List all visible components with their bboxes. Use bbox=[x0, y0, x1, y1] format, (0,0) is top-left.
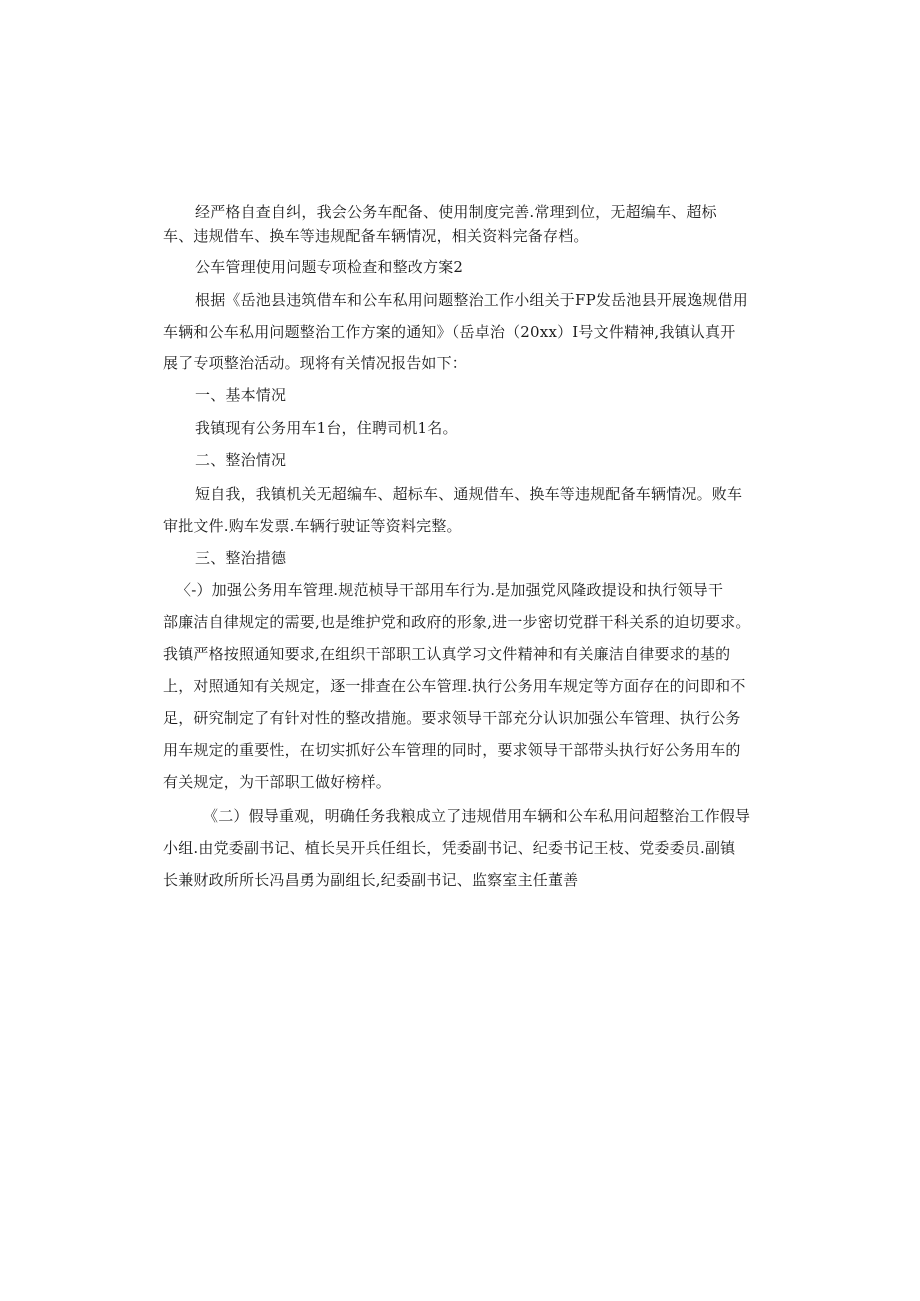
paragraph-measure-one-line-6: 用车规定的重要性，在切实抓好公车管理的同时，要求领导干部带头执行好公务用车的 bbox=[163, 741, 741, 759]
paragraph-measure-one-line-3: 我镇严格按照通知要求,在组织干部职工认真学习文件精神和有关廉洁自律要求的基的 bbox=[163, 645, 731, 663]
paragraph-measure-one-line-5: 足，研究制定了有针对性的整改措施。要求领导干部充分认识加强公车管理、执行公务 bbox=[163, 709, 741, 727]
paragraph-measure-two-line-1: 《二）假导重观，明确任务我粮成立了违规借用车辆和公车私用问超整治工作假导 bbox=[203, 807, 751, 825]
paragraph-basis-line-1: 根据《岳池县违筑借车和公车私用问题整治工作小组关于FP发岳池县开展逸规借用 bbox=[195, 291, 748, 309]
paragraph-measure-one-line-1: 〈-）加强公务用车管理.规范桢导干部用车行为.是加强党风隆政提设和执行领导干 bbox=[176, 581, 724, 599]
heading-rectification-situation: 二、整治情况 bbox=[195, 451, 287, 469]
paragraph-measure-two-line-2: 小组.由党委副书记、植长吴开兵任组长，凭委副书记、纪委书记王枝、党委委员.副镇 bbox=[163, 839, 736, 857]
paragraph-measure-two-line-3: 长兼财政所所长冯昌勇为副组长,纪委副书记、监察室主任董善 bbox=[163, 871, 579, 889]
paragraph-basis-line-2: 车辆和公车私用问题整治工作方案的通知》（岳卓治（20xx）I号文件精神,我镇认真开 bbox=[163, 323, 736, 341]
paragraph-basic-situation: 我镇现有公务用车1台，住聘司机1名。 bbox=[195, 419, 458, 437]
paragraph-self-check-line-1: 经严格自查自纠，我会公务车配备、使用制度完善.常理到位，无超编车、超标 bbox=[195, 203, 717, 221]
heading-basic-situation: 一、基本情况 bbox=[195, 386, 287, 404]
paragraph-rectification-line-1: 短自我，我镇机关无超编车、超标车、通规借车、换车等违规配备车辆情况。败车 bbox=[195, 485, 743, 503]
paragraph-measure-one-line-4: 上，对照通知有关规定，逐一排查在公车管理.执行公务用车规定等方面存在的问即和不 bbox=[163, 677, 746, 695]
paragraph-rectification-line-2: 审批文件.购车发票.车辆行驶证等资料完整。 bbox=[163, 517, 462, 535]
heading-rectification-measures: 三、整治措德 bbox=[195, 549, 287, 567]
paragraph-self-check-line-2: 车、违规借车、换车等违规配备车辆情况，相关资料完备存档。 bbox=[163, 227, 589, 245]
paragraph-basis-line-3: 展了专项整治活动。现将有关情况报告如下： bbox=[163, 354, 468, 372]
paragraph-measure-one-line-2: 部廉洁自律规定的需要,也是维护党和政府的形象,进一步密切党群干科关系的迫切要求。 bbox=[163, 613, 751, 631]
paragraph-measure-one-line-7: 有关规定，为干部职工做好榜样。 bbox=[163, 773, 392, 791]
document-subtitle: 公车管理使用问题专项检查和整改方案2 bbox=[195, 258, 464, 276]
